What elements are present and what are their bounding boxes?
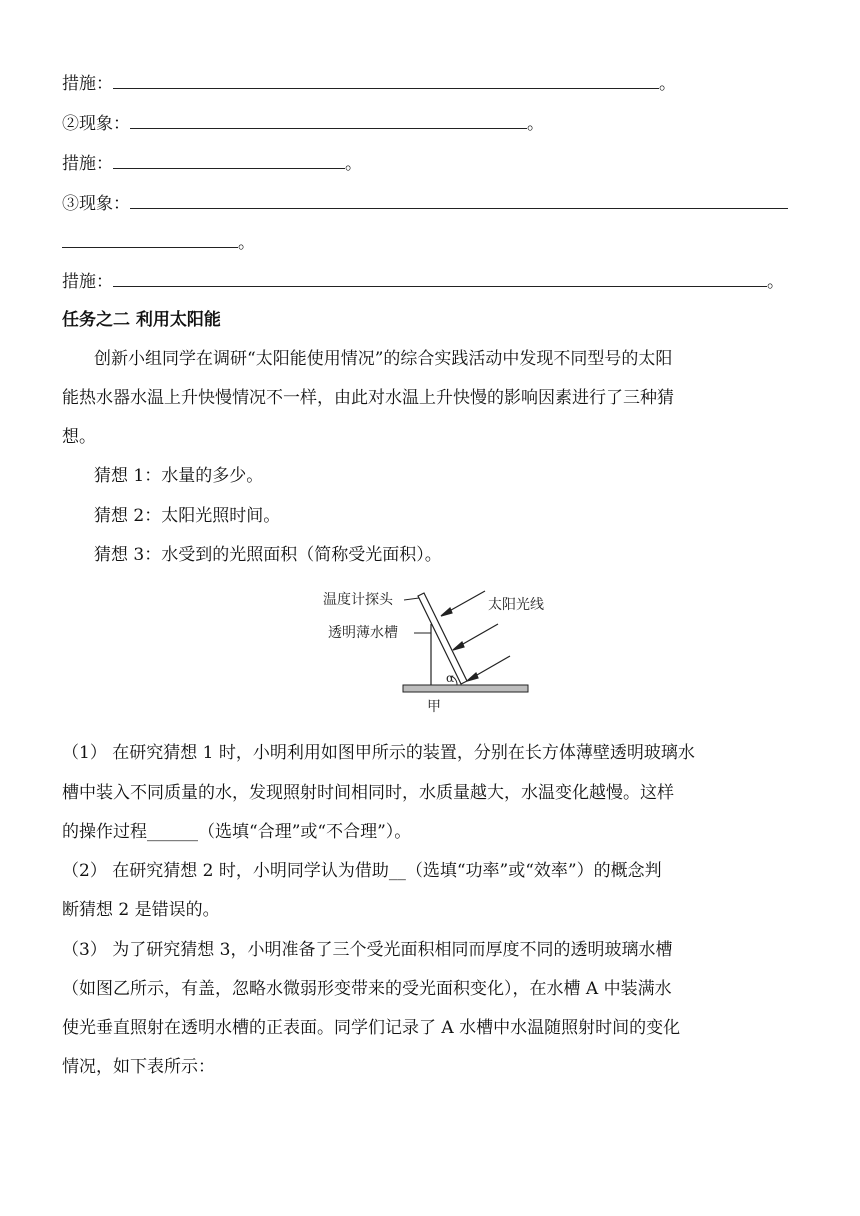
guess-2: 猜想 2：太阳光照时间。 <box>94 506 281 526</box>
question-2-line: 断猜想 2 是错误的。 <box>62 900 220 920</box>
measure-line-3: 措施： 。 <box>62 268 784 295</box>
guess-1: 猜想 1：水量的多少。 <box>94 466 264 486</box>
answer-blank[interactable] <box>113 150 345 169</box>
phenomenon-label: ②现象： <box>62 114 130 134</box>
base-plate <box>403 685 528 692</box>
label-alpha: α <box>446 671 455 685</box>
question-3-line: 使光垂直照射在透明水槽的正表面。同学们记录了 A 水槽中水温随照射时间的变化 <box>62 1018 681 1038</box>
label-sun: 太阳光线 <box>488 597 544 613</box>
question-3-line: （3） 为了研究猜想 3，小明准备了三个受光面积相同而厚度不同的透明玻璃水槽 <box>62 940 673 960</box>
question-3-line: 情况，如下表所示： <box>62 1057 215 1077</box>
probe-leader <box>404 598 419 600</box>
answer-blank[interactable] <box>113 268 767 287</box>
intro-line: 能热水器水温上升快慢情况不一样，由此对水温上升快慢的影响因素进行了三种猜 <box>62 388 674 408</box>
question-1-line: 槽中装入不同质量的水，发现照射时间相同时，水质量越大，水温变化越慢。这样 <box>62 783 674 803</box>
label-probe: 温度计探头 <box>323 592 393 608</box>
question-1-line: 的操作过程______（选填“合理”或“不合理”）。 <box>62 822 412 842</box>
phenomenon-line-3-cont: 。 <box>62 229 255 256</box>
intro-line: 想。 <box>62 427 96 447</box>
question-2-line: （2） 在研究猜想 2 时，小明同学认为借助__（选填“功率”或“效率”）的概念判 <box>62 861 662 881</box>
phenomenon-label: ③现象： <box>62 194 130 214</box>
guess-3: 猜想 3：水受到的光照面积（简称受光面积）。 <box>94 545 442 565</box>
section-heading: 任务之二 利用太阳能 <box>62 310 221 330</box>
measure-line-1: 措施： 。 <box>62 70 676 97</box>
label-tank: 透明薄水槽 <box>328 625 398 641</box>
answer-blank[interactable] <box>130 190 788 209</box>
figure-caption: 甲 <box>427 699 441 715</box>
phenomenon-line-2: ②现象： 。 <box>62 110 544 137</box>
figure-jia <box>300 584 550 724</box>
answer-blank[interactable] <box>113 70 659 89</box>
answer-blank[interactable] <box>130 110 527 129</box>
measure-label: 措施： <box>62 272 113 292</box>
intro-line: 创新小组同学在调研“太阳能使用情况”的综合实践活动中发现不同型号的太阳 <box>94 349 673 369</box>
answer-blank[interactable] <box>62 229 238 248</box>
phenomenon-line-3 <box>62 190 788 217</box>
question-3-line: （如图乙所示，有盖，忽略水微弱形变带来的受光面积变化），在水槽 A 中装满水 <box>62 979 672 999</box>
question-1-line: （1） 在研究猜想 1 时，小明利用如图甲所示的装置，分别在长方体薄壁透明玻璃水 <box>62 743 695 763</box>
measure-label: 措施： <box>62 74 113 94</box>
measure-line-2: 措施： 。 <box>62 150 362 177</box>
measure-label: 措施： <box>62 154 113 174</box>
water-tank <box>418 593 467 684</box>
